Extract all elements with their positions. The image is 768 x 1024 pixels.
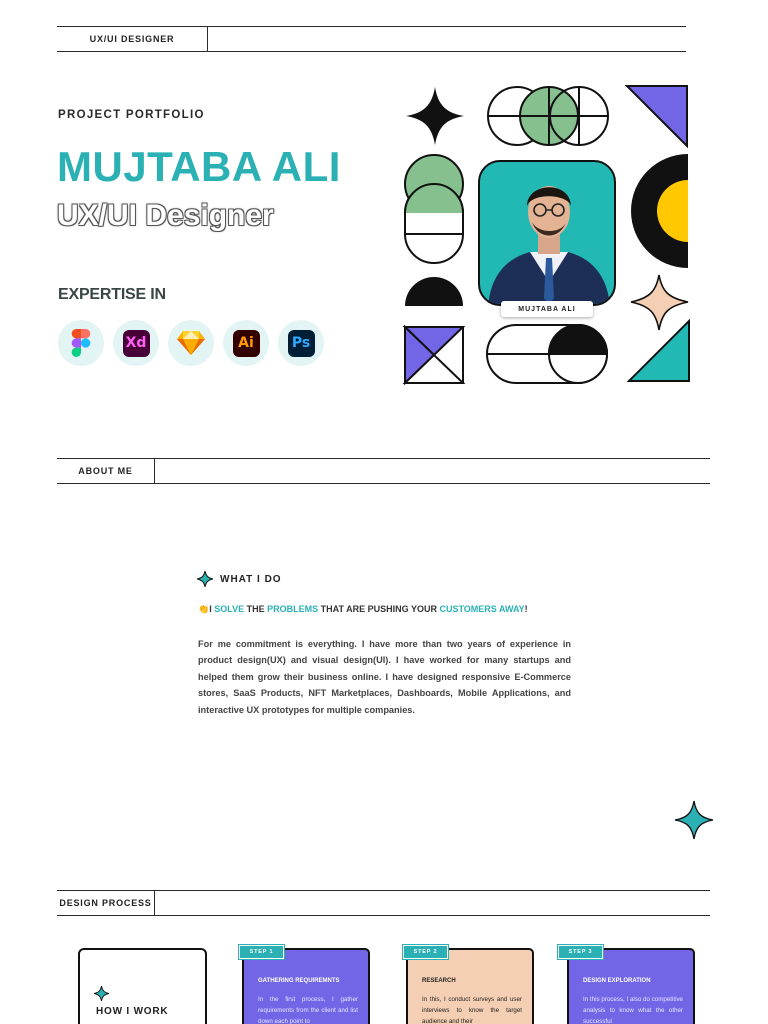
teal-star-icon xyxy=(197,571,213,587)
about-headline: 👏I SOLVE THE PROBLEMS THAT ARE PUSHING YOUR CUSTOMERS AWAY! xyxy=(198,604,528,614)
illustrator-icon: Ai xyxy=(223,320,269,366)
what-i-do-title: WHAT I DO xyxy=(220,574,282,585)
step-title: DESIGN EXPLORATION xyxy=(583,978,651,984)
black-half-circle-shape xyxy=(405,277,463,306)
step-badge-1: STEP 1 xyxy=(239,945,284,959)
how-i-work-card xyxy=(78,948,207,1024)
about-tag: ABOUT ME xyxy=(57,459,155,483)
about-tag-bar xyxy=(57,458,710,484)
step-text: In this, I conduct surveys and user interviews to know the target audience and their xyxy=(422,996,522,1024)
circles-row-shape xyxy=(488,87,608,145)
purple-pinwheel-shape xyxy=(405,327,463,383)
how-star-icon xyxy=(94,986,109,1001)
header-tag: UX/UI DESIGNER xyxy=(57,27,208,51)
step-card-1 xyxy=(242,948,370,1024)
black-star-icon xyxy=(406,87,464,145)
profile-photo xyxy=(478,160,616,306)
step-badge-2: STEP 2 xyxy=(403,945,448,959)
expertise-title: EXPERTISE IN xyxy=(58,286,166,303)
photoshop-icon: Ps xyxy=(278,320,324,366)
decorative-star-icon xyxy=(674,800,714,840)
about-body: For me commitment is everything. I have more than two years of experience in product design(UX) and visual design(UI). I have worked for many startups and helped them grow their business online. I have designed responsive E-Commerce stores, SaaS Products, NFT Marketplaces, Dashboards, Mobile Applications, and interactive UX prototypes for multiple companies. xyxy=(198,639,571,715)
purple-triangle-shape xyxy=(627,86,687,146)
pill-shape xyxy=(487,325,607,383)
step-card-3 xyxy=(567,948,695,1024)
green-circles-shape xyxy=(405,155,463,263)
designer-name: MUJTABA ALI xyxy=(57,143,341,190)
portfolio-label: PROJECT PORTFOLIO xyxy=(58,109,205,121)
process-tag: DESIGN PROCESS xyxy=(57,891,155,915)
how-i-work-title: HOW I WORK xyxy=(96,1006,169,1017)
step-title: GATHERING REQUIREMNTS xyxy=(258,978,340,984)
step-badge-3: STEP 3 xyxy=(558,945,603,959)
step-title: RESEARCH xyxy=(422,978,456,984)
step-card-2 xyxy=(406,948,534,1024)
step-text: In this process, I also do competitive analysis to know what the other successful xyxy=(583,996,683,1024)
process-tag-bar xyxy=(57,890,710,916)
designer-role: UX/UI Designer xyxy=(57,199,274,232)
clap-icon: 👏 xyxy=(198,604,210,614)
xd-icon: Xd xyxy=(113,320,159,366)
step-text: In the first process, I gather requirements from the client and list down each point to xyxy=(258,996,358,1024)
peach-star-icon xyxy=(631,275,688,330)
geometric-artwork xyxy=(0,0,768,420)
photo-caption: MUJTABA ALI xyxy=(501,301,593,317)
